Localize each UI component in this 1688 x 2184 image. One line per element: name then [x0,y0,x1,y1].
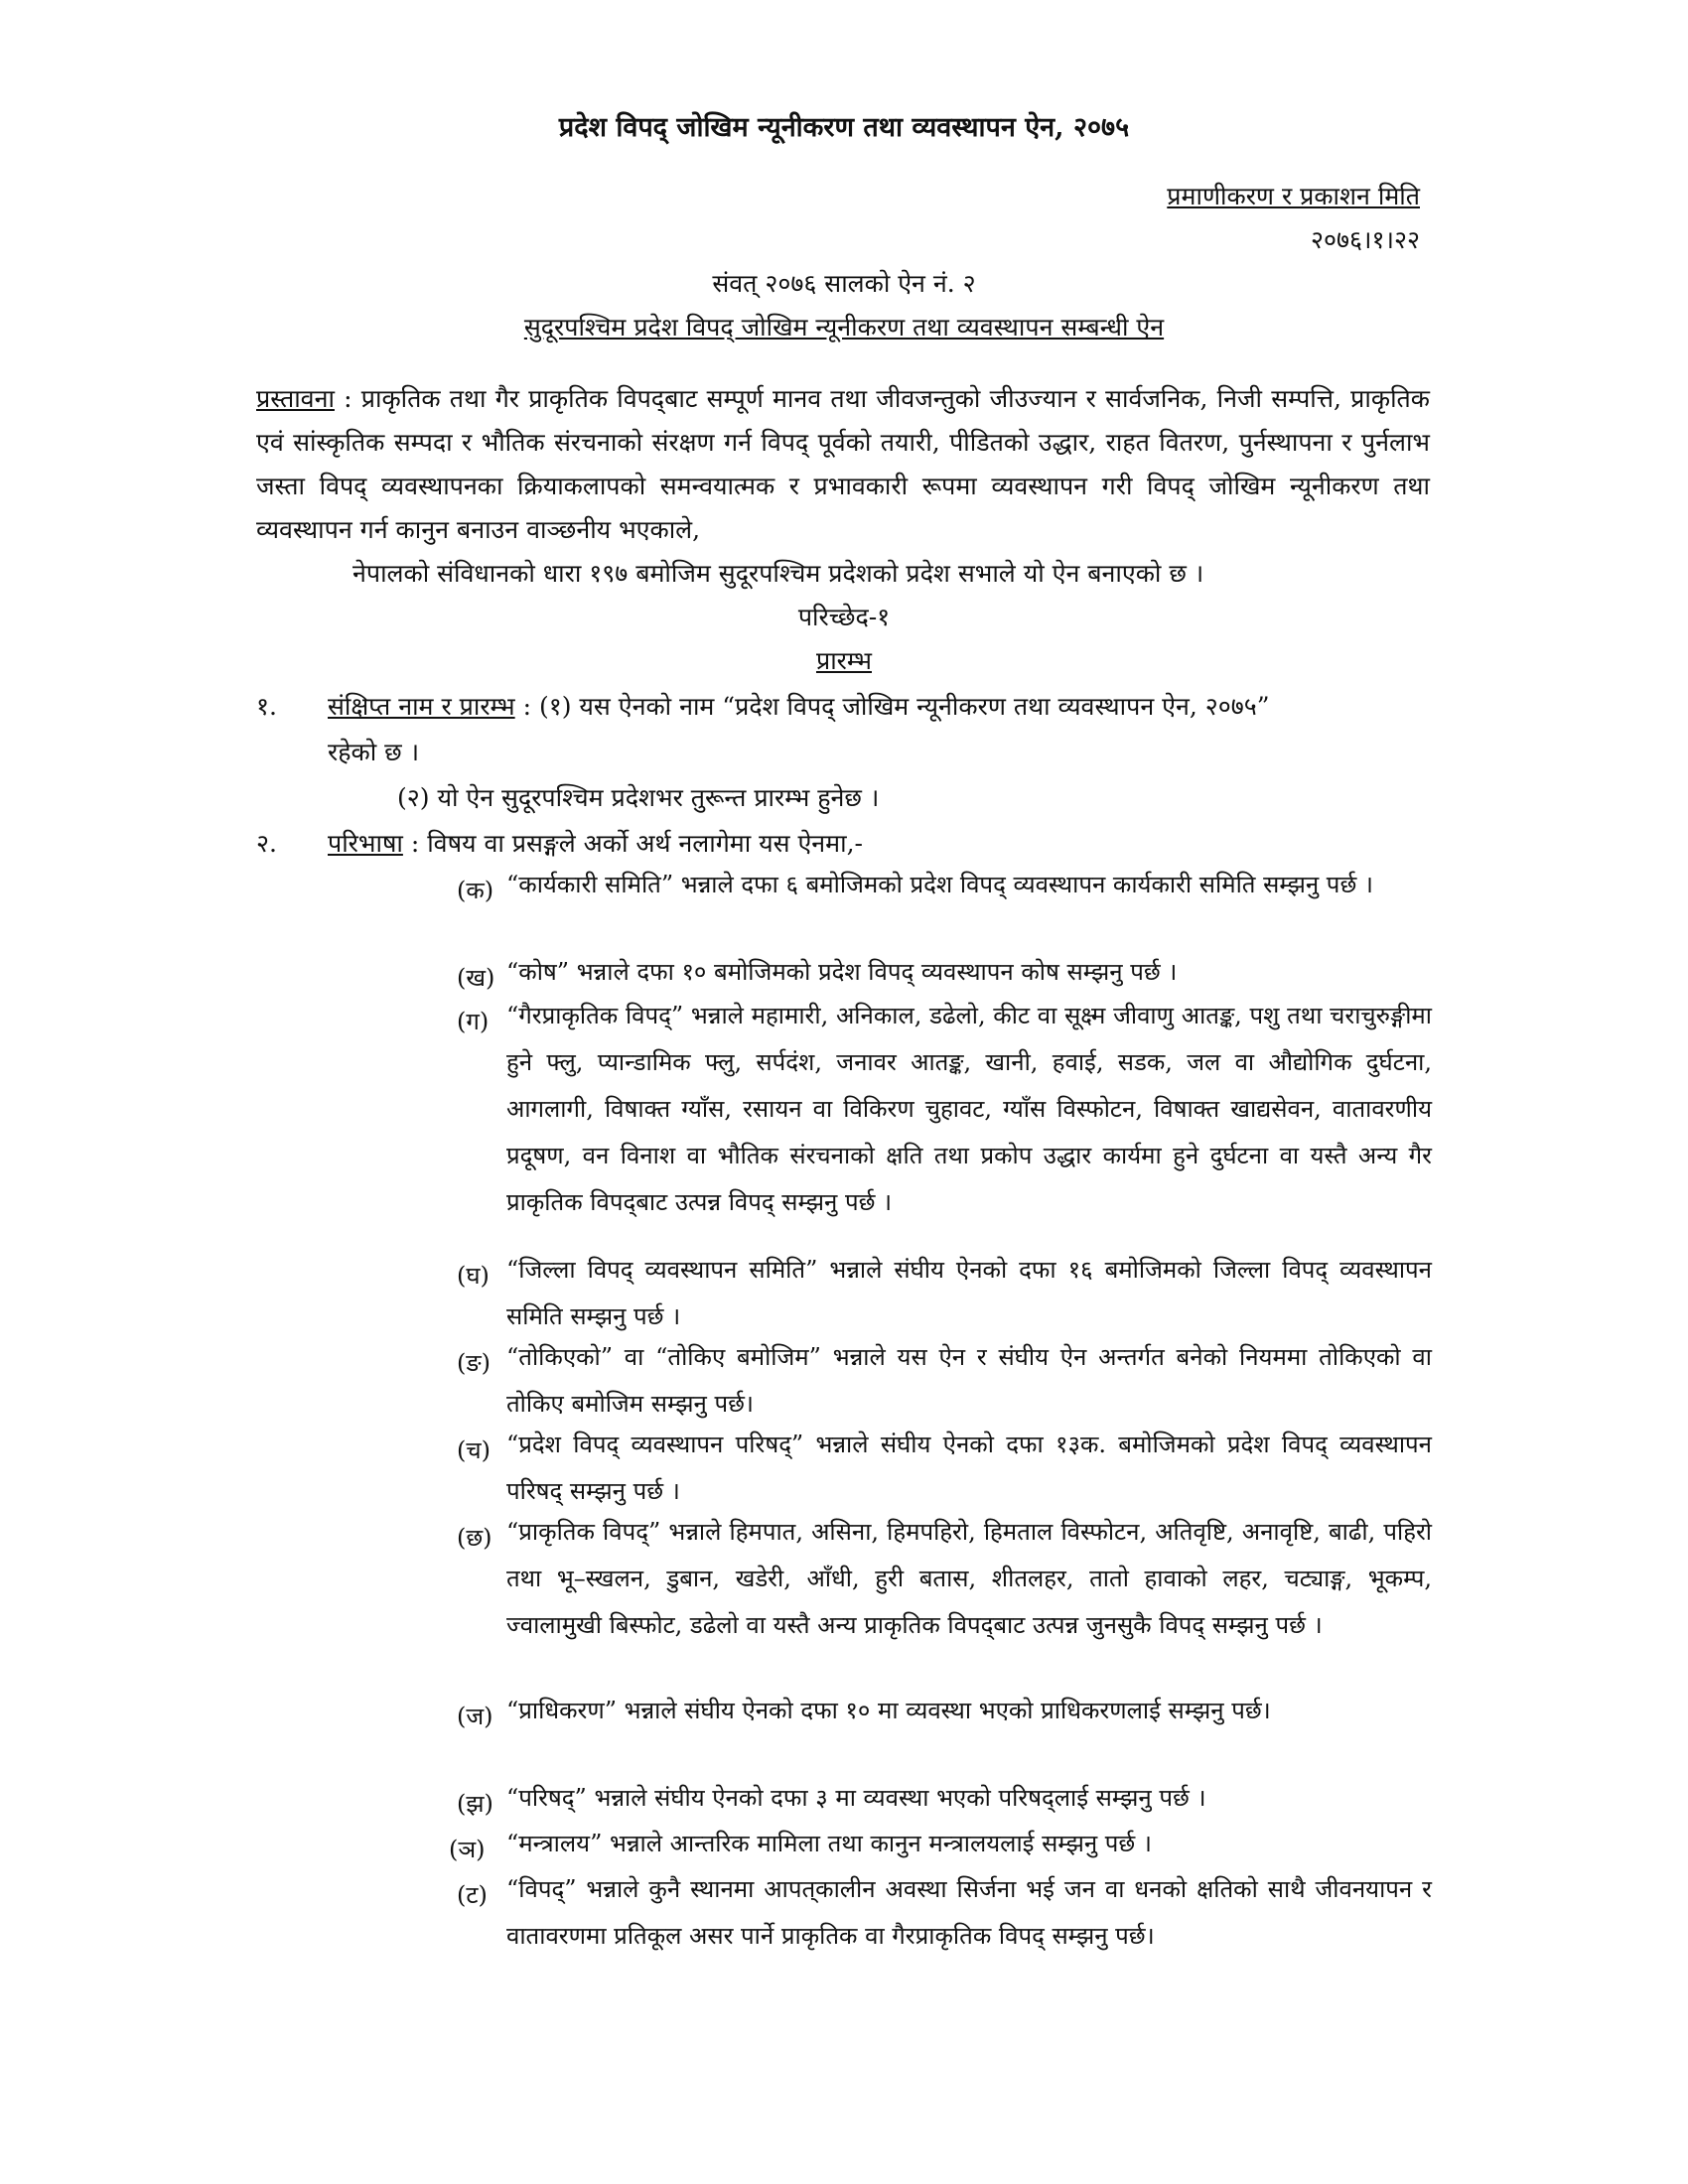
document-title: प्रदेश विपद् जोखिम न्यूनीकरण तथा व्यवस्थापन ऐन, २०७५ [558,112,1130,143]
preamble [256,377,1430,552]
chapter-title: प्रारम्भ [815,646,872,675]
definition-text: “तोकिएको” वा “तोकिए बमोजिम” भन्नाले यस ऐन र संघीय ऐन अन्तर्गत बनेको नियममा तोकिएको वा तोकिए बमोजिम सम्झनु पर्छ। [506,1343,1432,1418]
definition-label: (ग) [457,1008,490,1035]
section-2-heading [328,826,863,860]
authentication-label: प्रमाणीकरण र प्रकाशन मिति [1167,182,1420,210]
enactment-clause: नेपालको संविधानको धारा १९७ बमोजिम सुदूरपश्चिम प्रदेशको प्रदेश सभाले यो ऐन बनाएको छ । [352,559,1204,588]
definition-text: “प्राधिकरण” भन्नाले संघीय ऐनको दफा १० मा व्यवस्था भएको प्राधिकरणलाई सम्झनु पर्छ। [506,1697,1271,1724]
definition-label: (क) [457,877,494,904]
definition-label: (ङ) [457,1349,492,1377]
definition-text: “जिल्ला विपद् व्यवस्थापन समिति” भन्नाले संघीय ऐनको दफा १६ बमोजिमको जिल्ला विपद् व्यवस्थापन समिति सम्झनु पर्छ । [506,1256,1432,1330]
definition-text: “विपद्” भन्नाले कुनै स्थानमा आपत्‌कालीन अवस्था सिर्जना भई जन वा धनको क्षतिको साथै जीवनयापन र वातावरणमा प्रतिकूल असर पार्ने प्राकृतिक वा गैरप्राकृतिक विपद् सम्झनु पर्छ। [506,1875,1432,1950]
definition-text: “प्रदेश विपद् व्यवस्थापन परिषद्” भन्नाले संघीय ऐनको दफा १३क. बमोजिमको प्रदेश विपद् व्यवस्थापन परिषद् सम्झनु पर्छ । [506,1431,1432,1505]
definition-label: (ञ) [449,1836,486,1863]
section-1-subsection-2: (२) यो ऐन सुदूरपश्चिम प्रदेशभर तुरून्त प्रारम्भ हुनेछ । [397,783,880,812]
definition-label: (ट) [457,1881,488,1909]
definition-label: (छ) [457,1524,492,1552]
definition-text: “परिषद्” भन्नाले संघीय ऐनको दफा ३ मा व्यवस्था भएको परिषद्‌लाई सम्झनु पर्छ । [506,1784,1206,1812]
definition-label: (झ) [457,1790,493,1818]
definition-label: (ज) [457,1703,493,1730]
section-1-text: : (१) यस ऐनको नाम “प्रदेश विपद् जोखिम न्यूनीकरण तथा व्यवस्थापन ऐन, २०७५” [514,692,1270,721]
section-2-number: २. [256,829,277,858]
definition-label: (च) [457,1436,491,1464]
section-1-label: संक्षिप्त नाम र प्रारम्भ [328,692,515,721]
section-1-number: १. [256,692,277,721]
section-1-heading [328,689,1432,723]
definition-label: (घ) [457,1262,490,1290]
chapter-number: परिच्छेद-१ [797,603,891,631]
definition-text: “कोष” भन्नाले दफा १० बमोजिमको प्रदेश विपद् व्यवस्थापन कोष सम्झनु पर्छ । [506,958,1178,986]
authentication-date: २०७६।१।२२ [1311,225,1420,254]
definition-label: (ख) [457,964,495,992]
definition-text: “कार्यकारी समिति” भन्नाले दफा ६ बमोजिमको प्रदेश विपद् व्यवस्थापन कार्यकारी समिति सम्झनु पर्छ । [506,871,1373,898]
preamble-text: : प्राकृतिक तथा गैर प्राकृतिक विपद्‌बाट सम्पूर्ण मानव तथा जीवजन्तुको जीउज्यान र सार्वजनिक, निजी सम्पत्ति, प्राकृतिक एवं सांस्कृतिक सम्पदा र भौतिक संरचनाको संरक्षण गर्न विपद् पूर्वको तयारी, पीडितको उद्धार, राहत वितरण, पुर्नस्थापना र पुर्नलाभ जस्ता विपद् व्यवस्थापनका क्रियाकलापको समन्वयात्मक र प्रभावकारी रूपमा व्यवस्थापन गरी विपद् जोखिम न्यूनीकरण तथा व्यवस्थापन गर्न कानुन बनाउन वाञ्छनीय भएकाले, [256,384,1430,544]
definition-text: “मन्त्रालय” भन्नाले आन्तरिक मामिला तथा कानुन मन्त्रालयलाई सम्झनु पर्छ । [506,1830,1152,1857]
definition-text: “प्राकृतिक विपद्” भन्नाले हिमपात, असिना, हिमपहिरो, हिमताल विस्फोटन, अतिवृष्टि, अनावृष्टि, बाढी, पहिरो तथा भू–स्खलन, डुबान, खडेरी, आँधी, हुरी बतास, शीतलहर, तातो हावाको लहर, चट्याङ्ग, भूकम्प, ज्वालामुखी बिस्फोट, डढेलो वा यस्तै अन्य प्राकृतिक विपद्‌बाट उत्पन्न जुनसुकै विपद् सम्झनु पर्छ । [506,1518,1432,1639]
section-2-label: परिभाषा [328,829,403,858]
preamble-label: प्रस्तावना [256,384,335,413]
act-name: सुदूरपश्चिम प्रदेश विपद् जोखिम न्यूनीकरण तथा व्यवस्थापन सम्बन्धी ऐन [523,313,1165,341]
definition-text: “गैरप्राकृतिक विपद्” भन्नाले महामारी, अनिकाल, डढेलो, कीट वा सूक्ष्म जीवाणु आतङ्क, पशु तथा चराचुरुङ्गीमा हुने फ्लु, प्यान्डामिक फ्लु, सर्पदंश, जनावर आतङ्क, खानी, हवाई, सडक, जल वा औद्योगिक दुर्घटना, आगलागी, विषाक्त ग्याँस, रसायन वा विकिरण चुहावट, ग्याँस विस्फोटन, विषाक्त खाद्यसेवन, वातावरणीय प्रदूषण, वन विनाश वा भौतिक संरचनाको क्षति तथा प्रकोप उद्धार कार्यमा हुने दुर्घटना वा यस्तै अन्य गैर प्राकृतिक विपद्‌बाट उत्पन्न विपद् सम्झनु पर्छ । [506,1002,1432,1216]
section-2-text: : विषय वा प्रसङ्गले अर्को अर्थ नलागेमा यस ऐनमा,- [402,829,864,858]
section-1-continuation: रहेको छ । [328,738,420,766]
act-number: संवत् २०७६ सालको ऐन नं. २ [712,269,976,298]
